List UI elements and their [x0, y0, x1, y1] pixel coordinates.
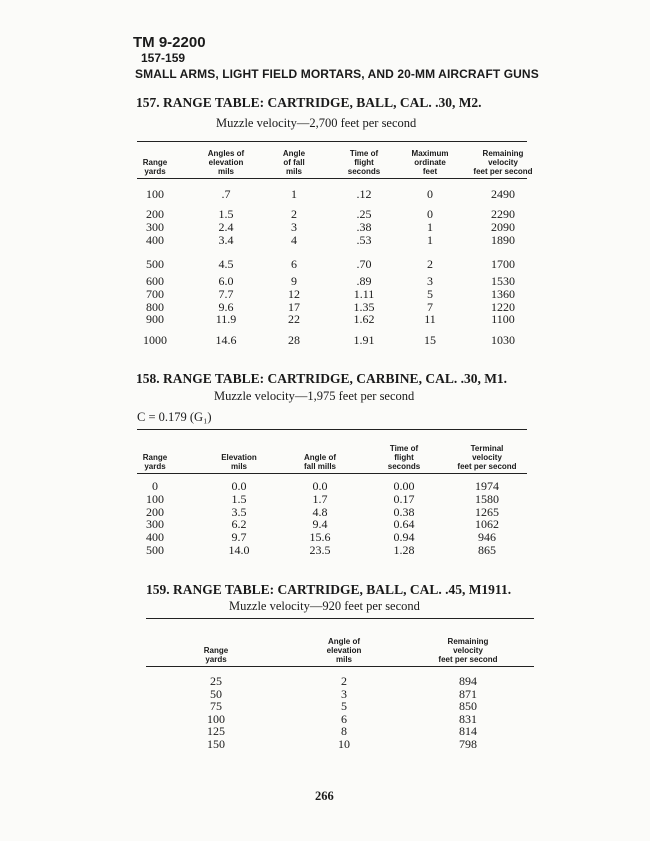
table158-cell: 14.0 [228, 543, 250, 557]
table157-cell: 700 [146, 287, 164, 301]
table159-cell: 850 [459, 699, 477, 713]
table157-cell: .7 [221, 187, 231, 201]
table157-cell: 600 [146, 274, 164, 288]
table159-col-header: Remaining velocity feet per second [438, 637, 498, 664]
table157-cell: 2290 [491, 207, 515, 221]
table157-cell: 200 [146, 207, 164, 221]
table-157-top-rule [137, 141, 527, 142]
table158-cell: 0.38 [393, 505, 415, 519]
table159-cell: 150 [207, 737, 225, 751]
table157-cell: 1220 [491, 300, 515, 314]
table157-cell: 1.62 [353, 312, 375, 326]
table157-cell: 1 [427, 233, 433, 247]
table158-cell: 500 [146, 543, 164, 557]
table157-cell: .53 [356, 233, 372, 247]
table157-cell: 17 [288, 300, 300, 314]
table157-cell: 800 [146, 300, 164, 314]
table158-col-header: Time of flight seconds [387, 444, 421, 471]
table158-cell: 1062 [475, 517, 499, 531]
table157-cell: 300 [146, 220, 164, 234]
table159-cell: 75 [210, 699, 222, 713]
table157-cell: .12 [356, 187, 372, 201]
table158-cell: 4.8 [312, 505, 328, 519]
table157-cell: 1100 [491, 312, 515, 326]
table157-cell: .25 [356, 207, 372, 221]
table157-cell: 1.35 [353, 300, 375, 314]
table157-cell: 7 [427, 300, 433, 314]
table157-cell: 3 [427, 274, 433, 288]
manual-number: TM 9-2200 [133, 34, 206, 51]
table158-cell: 0.00 [393, 479, 415, 493]
table157-col-header: Time of flight seconds [347, 149, 381, 176]
page-number: 266 [315, 789, 334, 803]
table-159-top-rule [146, 618, 534, 619]
table157-col-header: Remaining velocity feet per second [473, 149, 533, 176]
table157-cell: 1360 [491, 287, 515, 301]
table157-cell: 28 [288, 333, 300, 347]
table158-cell: 0.17 [393, 492, 415, 506]
table158-cell: 1265 [475, 505, 499, 519]
table157-cell: 1000 [143, 333, 167, 347]
table-159-title: 159. RANGE TABLE: CARTRIDGE, BALL, CAL. .45, M1911. [146, 582, 512, 597]
table158-cell: 200 [146, 505, 164, 519]
table157-cell: 1 [291, 187, 297, 201]
table157-cell: 2490 [491, 187, 515, 201]
table159-cell: 831 [459, 712, 477, 726]
table-158-subtitle: Muzzle velocity—1,975 feet per second [214, 389, 415, 403]
table158-cell: 865 [478, 543, 496, 557]
table158-cell: 946 [478, 530, 496, 544]
table159-cell: 894 [459, 674, 477, 688]
table157-cell: 15 [424, 333, 436, 347]
table-157-subtitle: Muzzle velocity—2,700 feet per second [216, 116, 417, 130]
table157-cell: 4 [291, 233, 297, 247]
table159-cell: 10 [338, 737, 350, 751]
table157-cell: 1700 [491, 257, 515, 271]
table157-cell: 500 [146, 257, 164, 271]
table-159-subtitle: Muzzle velocity—920 feet per second [229, 599, 420, 613]
table157-cell: 0 [427, 207, 433, 221]
table157-cell: 2.4 [218, 220, 234, 234]
table157-col-header: Angle of fall mils [282, 149, 306, 176]
table157-cell: 11.9 [215, 312, 237, 326]
table157-cell: 1.11 [353, 287, 375, 301]
table159-cell: 3 [341, 687, 347, 701]
table158-cell: 1.7 [312, 492, 328, 506]
chapter-title: SMALL ARMS, LIGHT FIELD MORTARS, AND 20-MM AIRCRAFT GUNS [135, 67, 539, 81]
table157-cell: 900 [146, 312, 164, 326]
table157-cell: 2090 [491, 220, 515, 234]
table157-cell: 12 [288, 287, 300, 301]
table157-cell: 6 [291, 257, 297, 271]
table158-cell: 1.5 [231, 492, 247, 506]
table157-cell: 0 [427, 187, 433, 201]
table159-cell: 871 [459, 687, 477, 701]
table158-cell: 15.6 [309, 530, 331, 544]
table157-cell: 2 [427, 257, 433, 271]
table-158-top-rule [137, 429, 527, 430]
table159-cell: 6 [341, 712, 347, 726]
table157-cell: 400 [146, 233, 164, 247]
table158-cell: 400 [146, 530, 164, 544]
table158-col-header: Angle of fall mills [303, 453, 336, 471]
table-158-header-rule [137, 473, 527, 474]
table159-cell: 2 [341, 674, 347, 688]
table157-cell: 6.0 [218, 274, 234, 288]
table157-cell: 1890 [491, 233, 515, 247]
table-157-title: 157. RANGE TABLE: CARTRIDGE, BALL, CAL. .30, M2. [136, 95, 482, 110]
table158-cell: 0 [152, 479, 158, 493]
table158-cell: 1580 [475, 492, 499, 506]
table158-col-header: Terminal velocity feet per second [457, 444, 517, 471]
table158-col-header: Elevation mils [221, 453, 257, 471]
table158-cell: 1.28 [393, 543, 415, 557]
table157-cell: 22 [288, 312, 300, 326]
table157-cell: .38 [356, 220, 372, 234]
table159-col-header: Angle of elevation mils [326, 637, 362, 664]
table-159-header-rule [146, 666, 534, 667]
table157-cell: 2 [291, 207, 297, 221]
table157-cell: 11 [424, 312, 436, 326]
table157-cell: 7.7 [218, 287, 234, 301]
table158-cell: 0.0 [231, 479, 247, 493]
table-157-header-rule [137, 178, 527, 179]
table157-cell: 1 [427, 220, 433, 234]
table159-cell: 5 [341, 699, 347, 713]
table158-cell: 0.94 [393, 530, 415, 544]
table159-cell: 8 [341, 724, 347, 738]
table157-col-header: Range yards [142, 158, 168, 176]
table159-cell: 125 [207, 724, 225, 738]
table157-cell: 100 [146, 187, 164, 201]
table158-cell: 0.0 [312, 479, 328, 493]
table157-cell: 3 [291, 220, 297, 234]
table158-cell: 100 [146, 492, 164, 506]
table159-cell: 798 [459, 737, 477, 751]
table158-cell: 9.4 [312, 517, 328, 531]
table157-col-header: Angles of elevation mils [207, 149, 245, 176]
table157-cell: 3.4 [218, 233, 234, 247]
table159-cell: 50 [210, 687, 222, 701]
table158-cell: 9.7 [231, 530, 247, 544]
table157-cell: 14.6 [215, 333, 237, 347]
table158-cell: 3.5 [231, 505, 247, 519]
table157-cell: .70 [356, 257, 372, 271]
table157-cell: .89 [356, 274, 372, 288]
table157-col-header: Maximum ordinate feet [411, 149, 449, 176]
table-158-title: 158. RANGE TABLE: CARTRIDGE, CARBINE, CAL. .30, M1. [136, 371, 508, 386]
table158-cell: 23.5 [309, 543, 331, 557]
table157-cell: 1.91 [353, 333, 375, 347]
paragraph-range: 157-159 [141, 51, 186, 65]
table157-cell: 9.6 [218, 300, 234, 314]
table157-cell: 1530 [491, 274, 515, 288]
table-158-coefficient: C = 0.179 (G₁) [137, 410, 212, 424]
table157-cell: 9 [291, 274, 297, 288]
table157-cell: 1030 [491, 333, 515, 347]
table157-cell: 4.5 [218, 257, 234, 271]
table159-cell: 814 [459, 724, 477, 738]
table159-cell: 100 [207, 712, 225, 726]
table158-cell: 6.2 [231, 517, 247, 531]
table158-cell: 300 [146, 517, 164, 531]
table157-cell: 5 [427, 287, 433, 301]
table158-cell: 0.64 [393, 517, 415, 531]
table158-cell: 1974 [475, 479, 499, 493]
table159-cell: 25 [210, 674, 222, 688]
table159-col-header: Range yards [203, 646, 229, 664]
table158-col-header: Range yards [142, 453, 168, 471]
table157-cell: 1.5 [218, 207, 234, 221]
